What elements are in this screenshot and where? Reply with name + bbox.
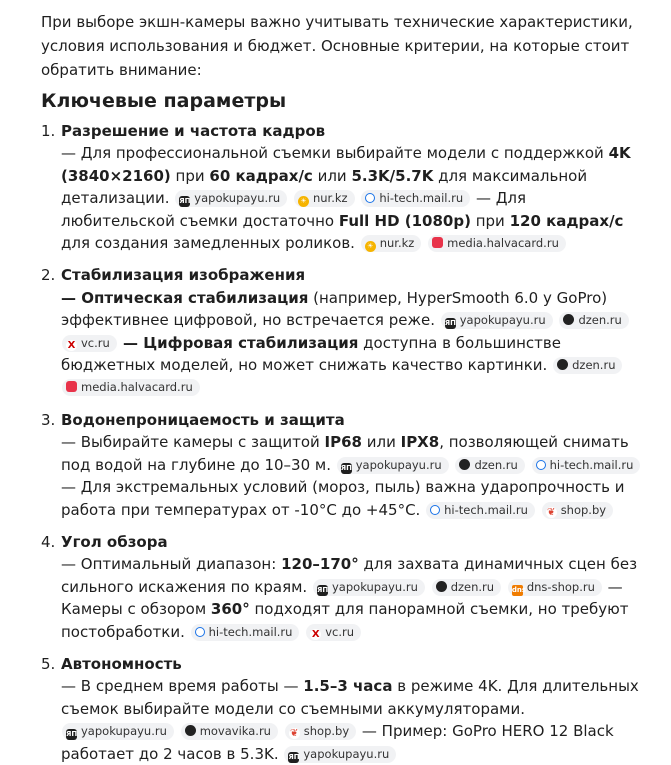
chip-label: hi-tech.mail.ru [549, 457, 634, 472]
source-chip-shopby[interactable] [542, 502, 613, 519]
list-item-battery [41, 653, 643, 765]
bold-text: Full HD (1080p) [338, 211, 471, 230]
source-chip-dzen[interactable] [432, 579, 501, 596]
bold-text: 120–170° [281, 555, 359, 574]
text: — Для любительской съемки достаточно [61, 189, 527, 230]
chip-label: shop.by [560, 502, 607, 517]
item-body [61, 677, 639, 762]
bold-text: 5.3K/5.7K [351, 166, 434, 185]
section-heading: Ключевые параметры [41, 90, 287, 112]
source-chip-vc[interactable] [62, 335, 117, 352]
yapokupayu-icon: ЯП [317, 585, 329, 594]
dzen-icon [436, 581, 447, 592]
item-body [61, 144, 631, 252]
item-title: Угол обзора [61, 532, 168, 551]
source-chip-nur[interactable] [294, 190, 355, 207]
chip-label: media.halvacard.ru [81, 380, 193, 395]
text: , позволяющей снимать под водой на глубине до 10–30 м. [61, 433, 629, 474]
text: (например, HyperSmooth 6.0 у GoPro) эффективнее цифровой, но встречается реже. [61, 288, 608, 330]
source-chip-yapokupayu[interactable] [62, 723, 174, 740]
source-chip-yapokupayu[interactable] [441, 312, 553, 329]
vc-icon: X [311, 628, 320, 640]
chip-label: dzen.ru [474, 457, 518, 472]
source-chip-vc[interactable] [306, 624, 361, 641]
bold-text: 1.5–3 часа [303, 677, 393, 696]
chip-label: nur.kz [312, 191, 348, 206]
chip-label: movavika.ru [199, 724, 271, 739]
hitech-icon [430, 505, 440, 515]
text: — В среднем время работы — [61, 677, 304, 696]
source-chip-yapokupayu[interactable] [337, 457, 449, 474]
chip-label: media.halvacard.ru [447, 236, 559, 251]
item-title: Автономность [61, 654, 182, 673]
dzen-icon [557, 359, 568, 370]
text: — Для профессиональной съемки выбирайте модели с поддержкой [61, 144, 609, 163]
source-chip-dzen[interactable] [455, 457, 524, 474]
chip-label: hi-tech.mail.ru [379, 191, 464, 206]
chip-label: nur.kz [379, 236, 415, 251]
hitech-icon [536, 460, 546, 470]
chip-label: hi-tech.mail.ru [444, 502, 528, 517]
intro-paragraph: При выборе экшн-камеры важно учитывать технические характеристики, условия использования и бюджет. Основные критерии, на которые стоит обратить внимание: [41, 13, 633, 79]
yapokupayu-icon: ЯП [444, 319, 456, 328]
text: — Выбирайте камеры с защитой [61, 433, 325, 452]
source-chip-movavika[interactable] [181, 723, 278, 740]
source-chip-yapokupayu[interactable] [175, 190, 287, 207]
yapokupayu-icon: ЯП [340, 463, 352, 472]
chip-label: yapokupayu.ru [459, 313, 546, 328]
source-chip-hitech[interactable] [532, 457, 641, 474]
item-number: 4. [41, 532, 56, 551]
shopby-icon: ❦ [546, 506, 556, 518]
item-number: 5. [41, 654, 56, 673]
chip-label: yapokupayu.ru [81, 724, 167, 739]
text: — Оптимальный диапазон: [61, 555, 282, 574]
item-title: Разрешение и частота кадров [61, 122, 326, 140]
chip-label: vc.ru [325, 624, 355, 639]
text: доступна в большинстве бюджетных моделей, но может снижать качество картинки. [61, 333, 561, 375]
bold-text: 120 кадрах/с [509, 211, 624, 230]
text: — Камеры с обзором [61, 577, 623, 619]
chip-label: yapokupayu.ru [332, 579, 418, 594]
shopby-icon: ❦ [290, 728, 299, 740]
text: — Пример: GoPro HERO 12 Black работает до 2 часов в 5.3K. [61, 722, 614, 763]
item-body [61, 289, 630, 397]
text: — Для экстремальных условий (мороз, пыль) важна ударопрочность и работа при температурах от -10°C до +45°C. [61, 478, 625, 519]
vc-icon: X [67, 339, 76, 351]
chip-label: vc.ru [81, 335, 110, 350]
dzen-icon [563, 314, 574, 325]
item-title: Водонепроницаемость и защита [61, 410, 345, 429]
chip-label: dzen.ru [572, 358, 616, 373]
source-chip-nur[interactable] [361, 235, 422, 252]
bold-text: IP68 [324, 433, 362, 452]
chip-label: dzen.ru [578, 313, 622, 328]
text: для создания замедленных роликов. [61, 234, 355, 253]
dns-icon: dns [511, 585, 527, 594]
bold-text: — Оптическая стабилизация [61, 288, 309, 307]
text: в режиме 4K. Для длительных съемок выбирайте модели со съемными аккумуляторами. [61, 677, 639, 718]
bold-text: 360° [210, 600, 250, 619]
source-chip-shopby[interactable] [285, 723, 356, 740]
bold-text: — Цифровая стабилизация [117, 333, 359, 352]
item-title: Стабилизация изображения [61, 266, 306, 285]
text: при [170, 166, 210, 185]
list-item-resolution [41, 120, 643, 254]
item-number: 1. [41, 122, 56, 140]
text: или [312, 166, 352, 185]
text: при [470, 211, 510, 230]
source-chip-halvacard[interactable] [428, 235, 566, 252]
source-chip-hitech[interactable] [426, 502, 535, 519]
source-chip-dzen[interactable] [553, 357, 622, 374]
chip-label: yapokupayu.ru [303, 746, 390, 761]
list-item-view-angle [41, 531, 643, 643]
bold-text: IPX8 [400, 433, 440, 452]
chip-label: dns-shop.ru [526, 579, 595, 594]
text: для максимальной детализации. [61, 166, 588, 208]
chip-label: dzen.ru [450, 579, 495, 594]
chip-label: hi-tech.mail.ru [208, 624, 293, 639]
sun-icon: ☀ [365, 241, 376, 252]
list-item-stabilization [41, 264, 643, 398]
source-chip-hitech[interactable] [191, 624, 300, 641]
yapokupayu-icon: ЯП [288, 752, 300, 761]
list-item-waterproof [41, 409, 643, 521]
text: или [361, 433, 401, 452]
hitech-icon [365, 193, 375, 203]
item-body [61, 555, 637, 640]
sun-icon: ☀ [298, 196, 309, 207]
item-number: 2. [41, 266, 56, 285]
chip-label: yapokupayu.ru [194, 191, 281, 206]
source-chip-dns[interactable] [508, 579, 602, 596]
criteria-list [41, 120, 643, 765]
source-chip-dzen[interactable] [559, 312, 628, 329]
source-chip-yapokupayu[interactable] [313, 579, 425, 596]
yapokupayu-icon: ЯП [66, 730, 78, 739]
text: для захвата динамичных сцен без сильного искажения по краям. [61, 555, 638, 596]
source-chip-hitech[interactable] [361, 190, 470, 207]
text: подходят для панорамной съемки, но требуют постобработки. [61, 600, 629, 641]
bold-text: 4K (3840×2160) [61, 144, 631, 185]
source-chip-halvacard[interactable] [62, 379, 200, 396]
yapokupayu-icon: ЯП [179, 197, 191, 206]
item-number: 3. [41, 410, 56, 429]
bold-text: 60 кадрах/с [209, 166, 313, 185]
chip-label: yapokupayu.ru [355, 457, 442, 472]
hitech-icon [195, 627, 205, 637]
item-body [61, 433, 641, 518]
dzen-icon [459, 459, 470, 470]
halvacard-icon [432, 237, 443, 248]
source-chip-yapokupayu[interactable] [284, 746, 396, 763]
halvacard-icon [66, 381, 77, 392]
chip-label: shop.by [303, 724, 350, 739]
